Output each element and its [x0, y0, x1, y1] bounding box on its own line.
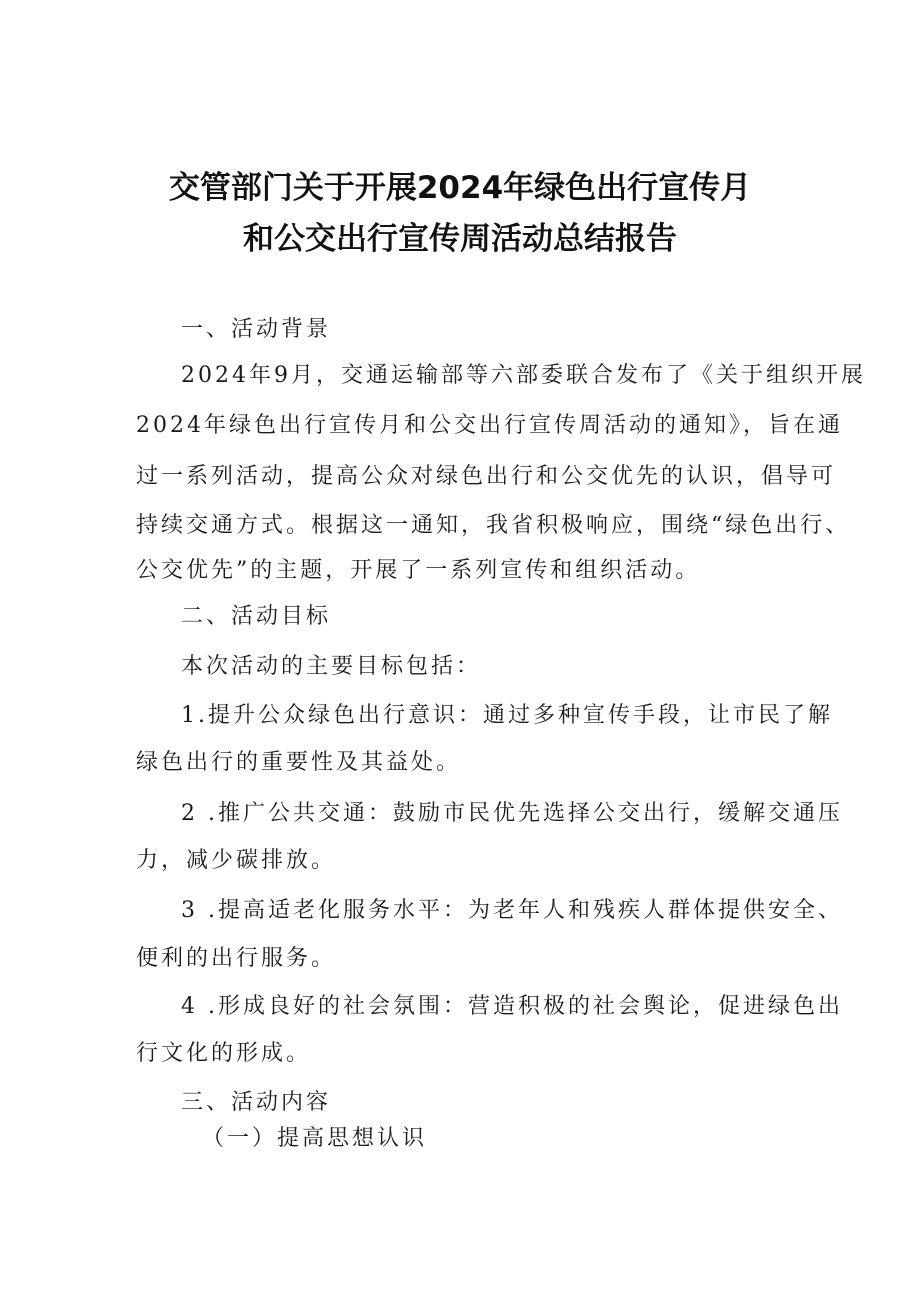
section-3-heading: 三、活动内容 [181, 1090, 332, 1115]
goal-item-line-2: 绿色出行的重要性及其益处。 [136, 750, 462, 775]
section-1-para-line: 过一系列活动，提高公众对绿色出行和公交优先的认识，倡导可 [136, 464, 837, 489]
section-1-para-line: 公交优先”的主题，开展了一系列宣传和组织活动。 [136, 558, 701, 583]
section-2-heading: 二、活动目标 [181, 604, 332, 629]
document-title-line-2: 和公交出行宣传周活动总结报告 [243, 221, 677, 257]
section-1-para-line: 持续交通方式。根据这一通知，我省积极响应，围绕“绿色出行、 [136, 513, 851, 538]
section-1-para-line: 2024年9月，交通运输部等六部委联合发布了《关于组织开展 [181, 363, 866, 388]
goal-item-line-1: 4 .形成良好的社会氛围：营造积极的社会舆论，促进绿色出 [181, 994, 843, 1019]
goal-item-line-1: 1.提升公众绿色出行意识：通过多种宣传手段，让市民了解 [181, 703, 833, 728]
goal-item-line-2: 力，减少碳排放。 [136, 848, 337, 873]
document-title-line-1: 交管部门关于开展2024年绿色出行宣传月 [168, 170, 752, 206]
goal-item-line-1: 3 .提高适老化服务水平：为老年人和残疾人群体提供安全、 [181, 898, 843, 923]
section-2-intro: 本次活动的主要目标包括： [181, 654, 482, 679]
section-3-subheading: （一）提高思想认识 [202, 1126, 428, 1151]
goal-item-line-2: 便利的出行服务。 [136, 946, 337, 971]
goal-item-line-2: 行文化的形成。 [136, 1041, 312, 1066]
section-1-heading: 一、活动背景 [181, 317, 332, 342]
goal-item-line-1: 2 .推广公共交通：鼓励市民优先选择公交出行，缓解交通压 [181, 801, 843, 826]
section-1-para-line: 2024年绿色出行宣传月和公交出行宣传周活动的通知》，旨在通 [136, 413, 843, 438]
